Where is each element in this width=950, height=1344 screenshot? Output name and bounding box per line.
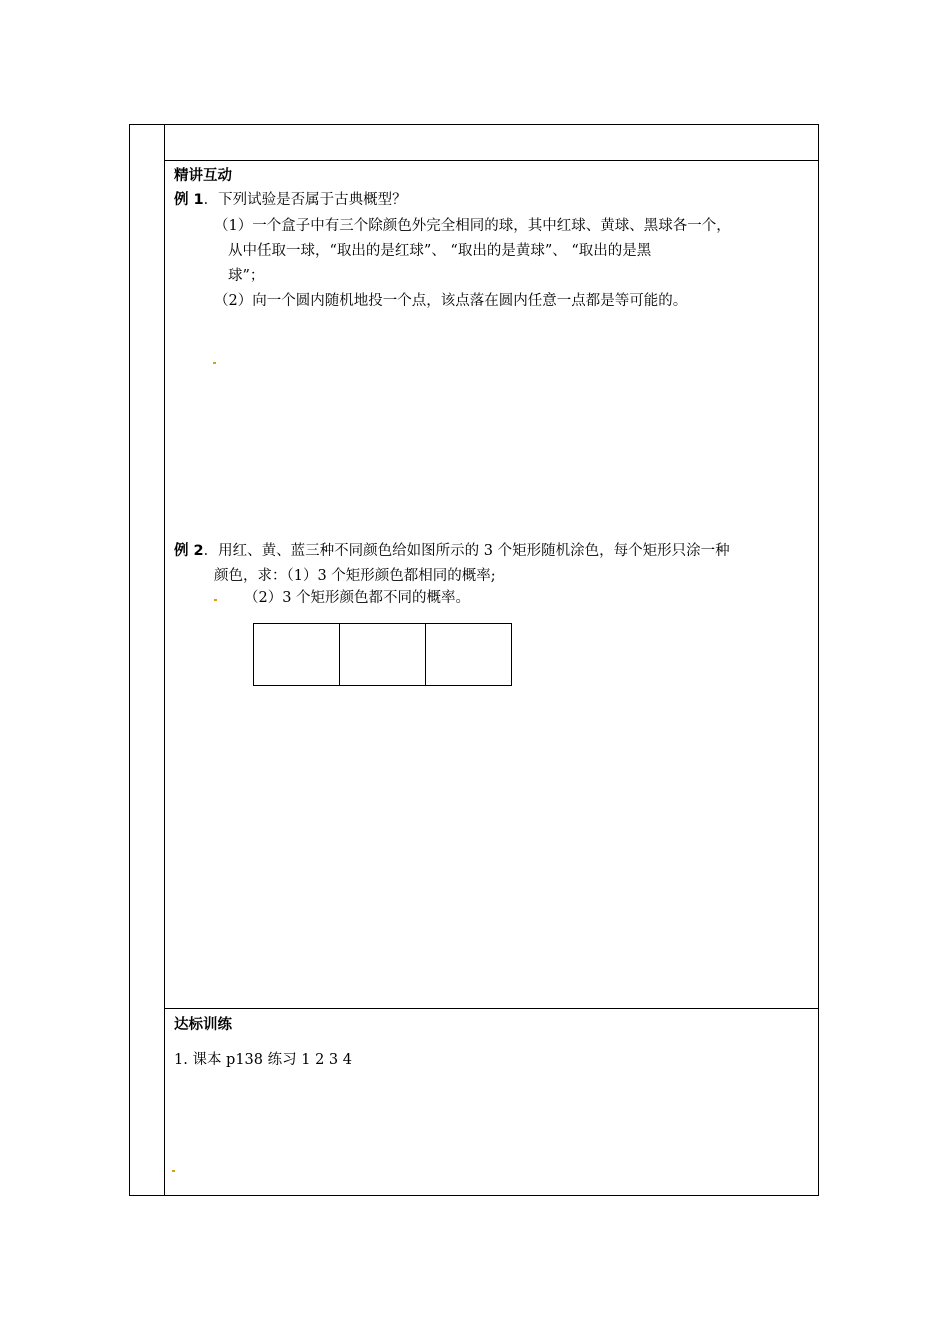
header-row-divider [164,160,819,161]
example2-part2: （2）3 个矩形颜色都不同的概率。 [244,590,471,606]
example1-item1-cont1: 从中任取一球，“取出的是红球”、 “取出的是黄球”、 “取出的是黑 [228,243,652,259]
rectangle-1 [254,624,340,685]
example1-item1: （1）一个盒子中有三个除颜色外完全相同的球，其中红球、黄球、黑球各一个， [214,218,731,234]
section-heading-dabiao: 达标训练 [174,1017,232,1033]
example1-line [174,189,407,211]
rectangle-3 [426,624,511,685]
edit-mark [213,362,216,364]
section-heading-jingjiang: 精讲互动 [174,168,232,184]
edit-mark [214,599,217,601]
example2-label: 例 2 [174,543,204,559]
example1-question: ．下列试验是否属于古典概型？ [203,192,407,208]
left-column-divider [164,124,165,1196]
exercise-item-1: 1. 课本 p138 练习 1 2 3 4 [174,1052,352,1068]
example1-label: 例 1 [174,192,204,208]
section-divider [164,1008,819,1009]
example2-question-cont: 颜色，求：（1）3 个矩形颜色都相同的概率; [214,568,496,584]
edit-mark [172,1170,175,1172]
rectangle-2 [340,624,426,685]
example2-line [174,540,730,562]
example2-question: ．用红、黄、蓝三种不同颜色给如图所示的 3 个矩形随机涂色，每个矩形只涂一种 [203,543,730,559]
example1-item1-cont2: 球”； [228,268,265,284]
example1-item2: （2）向一个圆内随机地投一个点，该点落在圆内任意一点都是等可能的。 [214,293,688,309]
three-rectangles-figure [253,623,512,686]
